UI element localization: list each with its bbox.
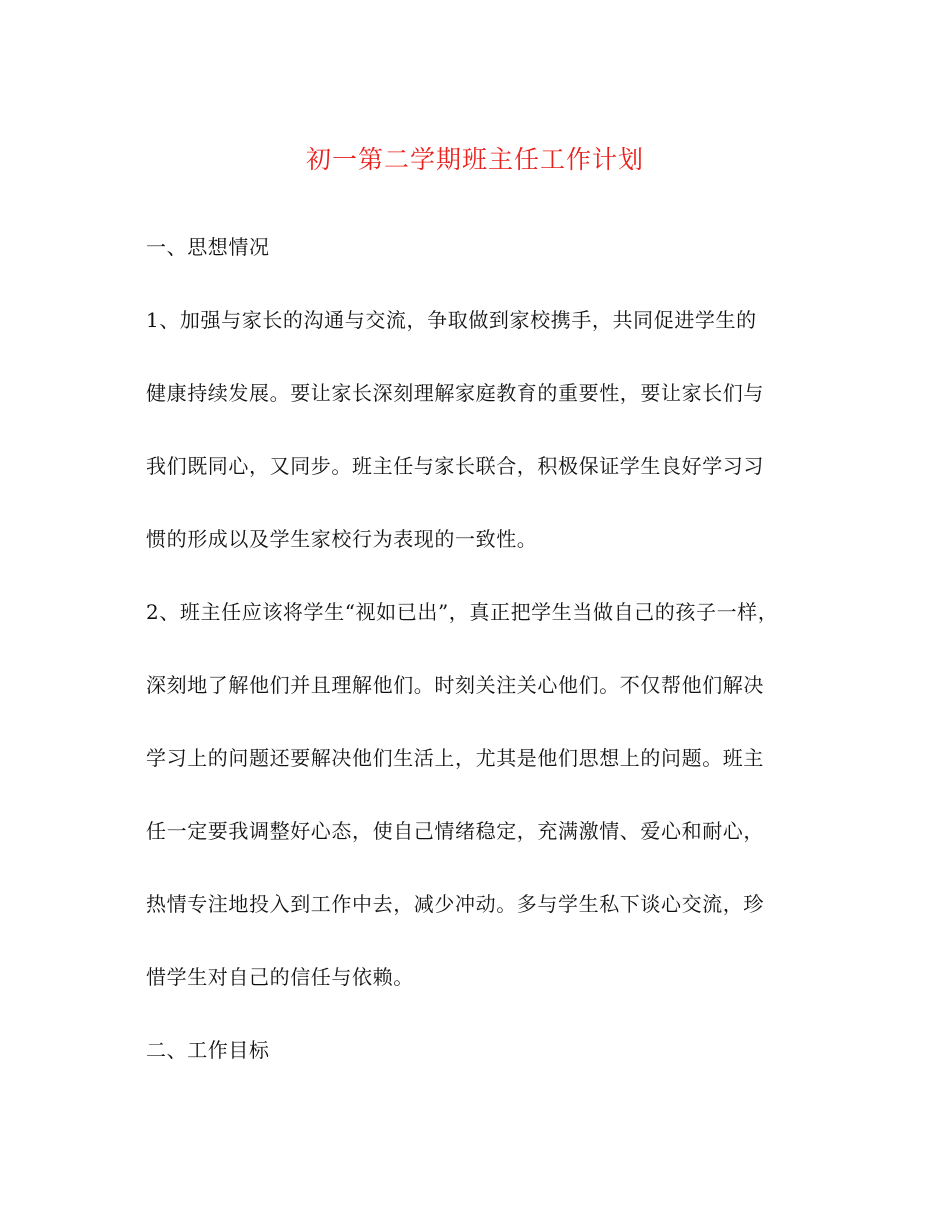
section-heading-goals: 二、工作目标 xyxy=(146,1038,270,1062)
paragraph-line: 我们既同心，又同步。班主任与家长联合，积极保证学生良好学习习 xyxy=(146,454,764,478)
paragraph-line: 学习上的问题还要解决他们生活上，尤其是他们思想上的问题。班主 xyxy=(146,746,764,770)
paragraph-line: 2、班主任应该将学生“视如已出”，真正把学生当做自己的孩子一样， xyxy=(146,600,779,624)
paragraph-line: 惜学生对自己的信任与依赖。 xyxy=(146,965,414,989)
section-heading-thought: 一、思想情况 xyxy=(146,235,270,259)
paragraph-line: 任一定要我调整好心态，使自己情绪稳定，充满激情、爱心和耐心， xyxy=(146,819,764,843)
paragraph-line: 健康持续发展。要让家长深刻理解家庭教育的重要性，要让家长们与 xyxy=(146,381,764,405)
paragraph-line: 热情专注地投入到工作中去，减少冲动。多与学生私下谈心交流，珍 xyxy=(146,892,764,916)
paragraph-line: 1、加强与家长的沟通与交流，争取做到家校携手，共同促进学生的 xyxy=(146,308,757,332)
paragraph-line: 惯的形成以及学生家校行为表现的一致性。 xyxy=(146,527,538,551)
document-title: 初一第二学期班主任工作计划 xyxy=(305,145,644,174)
paragraph-line: 深刻地了解他们并且理解他们。时刻关注关心他们。不仅帮他们解决 xyxy=(146,673,764,697)
